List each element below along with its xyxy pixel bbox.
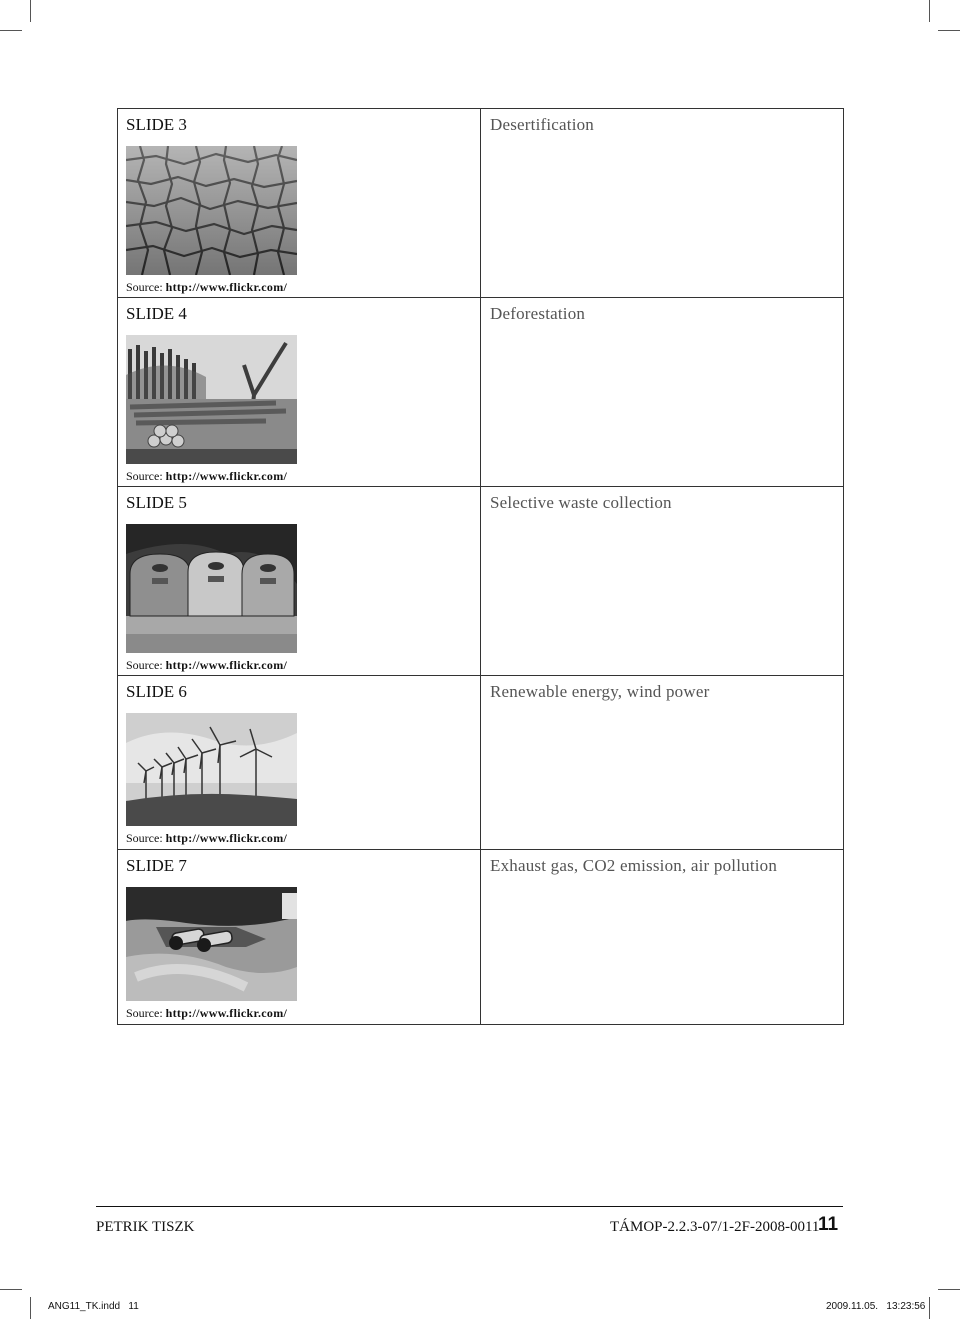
crop-mark bbox=[929, 1297, 930, 1319]
photo-source: Source: http://www.flickr.com/ bbox=[126, 831, 288, 845]
slide-cell bbox=[118, 676, 481, 850]
crop-mark bbox=[30, 1297, 31, 1319]
source-url: http://www.flickr.com/ bbox=[165, 1006, 288, 1020]
slide-label: SLIDE 3 bbox=[126, 115, 187, 134]
slide-title: Selective waste collection bbox=[490, 493, 672, 512]
exhaust-pipes-photo bbox=[126, 887, 297, 1001]
recycling-bins-photo bbox=[126, 524, 297, 653]
slide-title-cell bbox=[481, 487, 844, 676]
slide-label: SLIDE 7 bbox=[126, 856, 187, 875]
footer-organization: PETRIK TISZK bbox=[96, 1219, 195, 1235]
photo-source: Source: http://www.flickr.com/ bbox=[126, 280, 288, 294]
photo-source: Source: http://www.flickr.com/ bbox=[126, 1006, 288, 1020]
slides-table bbox=[117, 108, 844, 1025]
slide-row bbox=[118, 850, 844, 1025]
slide-title: Desertification bbox=[490, 115, 595, 134]
source-url: http://www.flickr.com/ bbox=[165, 658, 288, 672]
slide-row bbox=[118, 298, 844, 487]
crop-mark bbox=[938, 30, 960, 31]
source-url: http://www.flickr.com/ bbox=[165, 469, 288, 483]
crop-mark bbox=[0, 30, 22, 31]
slide-title: Deforestation bbox=[490, 304, 586, 323]
crop-mark bbox=[30, 0, 31, 22]
photo-source: Source: http://www.flickr.com/ bbox=[126, 658, 288, 672]
crop-mark bbox=[938, 1289, 960, 1290]
slide-cell bbox=[118, 109, 481, 298]
slide-title-cell bbox=[481, 676, 844, 850]
felled-forest-photo bbox=[126, 335, 297, 464]
footer-rule bbox=[96, 1206, 843, 1207]
slide-label: SLIDE 5 bbox=[126, 493, 187, 512]
slide-title: Exhaust gas, CO2 emission, air pollution bbox=[490, 856, 778, 875]
cracked-earth-photo bbox=[126, 146, 297, 275]
slide-row bbox=[118, 109, 844, 298]
slide-title: Renewable energy, wind power bbox=[490, 682, 710, 701]
slide-title-cell bbox=[481, 850, 844, 1025]
source-url: http://www.flickr.com/ bbox=[165, 280, 288, 294]
crop-mark bbox=[929, 0, 930, 22]
slide-title-cell bbox=[481, 109, 844, 298]
slide-row bbox=[118, 676, 844, 850]
source-url: http://www.flickr.com/ bbox=[165, 831, 288, 845]
slide-cell bbox=[118, 850, 481, 1025]
crop-mark bbox=[0, 1289, 22, 1290]
slide-cell bbox=[118, 487, 481, 676]
slide-title-cell bbox=[481, 298, 844, 487]
slug-timestamp: 2009.11.05. 13:23:56 bbox=[826, 1301, 926, 1312]
slide-row bbox=[118, 487, 844, 676]
footer-project-code: TÁMOP-2.2.3-07/1-2F-2008-0011 bbox=[610, 1219, 820, 1235]
slug-filename: ANG11_TK.indd 11 bbox=[48, 1301, 139, 1312]
page-number: 11 bbox=[818, 1214, 839, 1235]
photo-source: Source: http://www.flickr.com/ bbox=[126, 469, 288, 483]
slide-cell bbox=[118, 298, 481, 487]
slide-label: SLIDE 6 bbox=[126, 682, 187, 701]
wind-turbines-photo bbox=[126, 713, 297, 826]
slide-label: SLIDE 4 bbox=[126, 304, 187, 323]
